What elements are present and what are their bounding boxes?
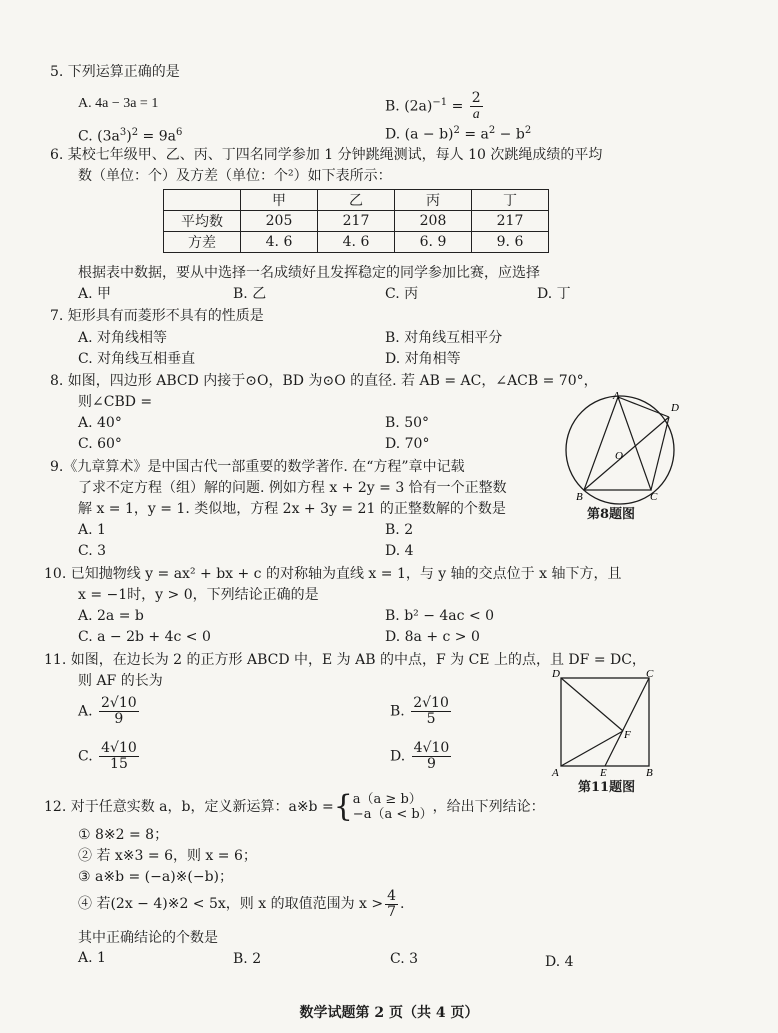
table-row-label: 方差	[164, 232, 241, 253]
q5-c-exp1: 3	[119, 127, 127, 138]
q8-label-o: O	[615, 450, 623, 462]
q11-stem-line2: 则 AF 的长为	[78, 673, 163, 689]
q12-option-b: B. 2	[233, 951, 262, 967]
q5-b-fraction	[470, 91, 483, 122]
q6-option-d: D. 丁	[537, 286, 571, 302]
q5-option-b	[385, 86, 485, 124]
table-header-jia: 甲	[241, 190, 318, 211]
q5-b-den: a	[472, 107, 480, 123]
q6-option-b: B. 乙	[233, 286, 267, 302]
q11-c-den: 15	[110, 756, 128, 772]
q9-option-c: C. 3	[78, 543, 107, 559]
table-cell: 4. 6	[241, 232, 318, 253]
q8-label-a: A	[613, 390, 620, 402]
table-cell: 6. 9	[395, 232, 472, 253]
q12-case2: −a（a < b）	[352, 807, 433, 822]
q11-label-b: B	[646, 767, 653, 779]
q9-stem-line1: 9.《九章算术》是中国古代一部重要的数学著作. 在“方程”章中记载	[50, 459, 465, 475]
q5-stem: 5. 下列运算正确的是	[50, 64, 180, 80]
q5-c-exp3: 6	[175, 127, 183, 138]
q10-stem-line2: x = −1时，y > 0，下列结论正确的是	[78, 587, 319, 603]
q12-option-c: C. 3	[390, 951, 419, 967]
table-cell: 205	[241, 211, 318, 232]
q11-label-f: F	[624, 729, 631, 741]
q6-data-table	[163, 189, 549, 253]
q12-statement-4	[78, 887, 404, 921]
q5-option-c	[78, 124, 182, 146]
q5-b-exp: −1	[432, 97, 448, 108]
q5-c-eq: = 9a	[138, 128, 176, 145]
q12-s4-den: 7	[387, 903, 397, 920]
q6-stem-line2: 数（单位：个）及方差（单位：个²）如下表所示：	[78, 168, 392, 184]
q11-option-d	[390, 741, 453, 772]
q5-d-pre: D. (a − b)	[385, 126, 454, 143]
q12-s4-fraction	[385, 889, 398, 920]
q7-option-c: C. 对角线互相垂直	[78, 351, 196, 367]
q11-b-label: B.	[390, 703, 405, 720]
table-row	[164, 232, 549, 253]
q11-c-fraction	[99, 741, 139, 772]
table-header-yi: 乙	[318, 190, 395, 211]
q11-label-e: E	[600, 767, 607, 779]
q5-c-pre: C. (3a	[78, 128, 120, 145]
q11-c-num: 4√10	[101, 740, 137, 756]
q5-c-mid: )	[126, 128, 132, 145]
table-cell	[164, 190, 241, 211]
q12-option-a: A. 1	[78, 950, 106, 966]
q12-stem-end: 其中正确结论的个数是	[78, 930, 218, 946]
q12-statement-1: ① 8※2 = 8；	[78, 827, 169, 843]
q8-stem-line1: 8. 如图，四边形 ABCD 内接于⊙O，BD 为⊙O 的直径. 若 AB = AC，∠ACB = 70°，	[50, 373, 598, 389]
q11-d-den: 9	[427, 756, 436, 772]
table-row	[164, 190, 549, 211]
q12-brace: {	[333, 789, 353, 824]
q5-d-exp: 2	[453, 125, 460, 136]
table-cell: 217	[472, 211, 549, 232]
q5-option-d	[385, 122, 531, 144]
q11-b-fraction	[411, 696, 451, 727]
q5-b-num: 2	[471, 90, 481, 107]
q6-option-a: A. 甲	[78, 286, 112, 302]
table-header-ding: 丁	[472, 190, 549, 211]
q12-s4-pre: ④ 若(2x − 4)※2 < 5x，则 x 的取值范围为 x >	[78, 896, 384, 912]
q11-a-fraction	[99, 696, 139, 727]
q5-d-exp2: 2	[488, 125, 496, 136]
q10-stem-line1: 10. 已知抛物线 y = ax² + bx + c 的对称轴为直线 x = 1，与 y 轴的交点位于 x 轴下方，且	[44, 566, 622, 582]
q8-option-b: B. 50°	[385, 415, 430, 431]
q6-option-c: C. 丙	[385, 286, 419, 302]
q11-a-den: 9	[114, 711, 124, 727]
table-cell: 217	[318, 211, 395, 232]
q11-label-c: C	[646, 668, 654, 680]
q7-option-b: B. 对角线互相平分	[385, 330, 503, 346]
q11-square-figure	[548, 668, 660, 780]
q5-d-mid: = a	[459, 126, 489, 143]
q9-stem-line2: 了求不定方程（组）解的问题. 例如方程 x + 2y = 3 恰有一个正整数	[78, 480, 507, 496]
q11-b-num: 2√10	[413, 695, 449, 711]
q9-option-b: B. 2	[385, 522, 414, 538]
q8-option-c: C. 60°	[78, 436, 122, 452]
q8-stem-line2: 则∠CBD =	[78, 394, 153, 410]
q8-circle-figure	[558, 390, 688, 520]
q7-option-d: D. 对角相等	[385, 351, 461, 367]
q9-stem-line3: 解 x = 1，y = 1. 类似地，方程 2x + 3y = 21 的正整数解的个数是	[78, 501, 506, 517]
q12-case1: a（a ≥ b）	[352, 792, 422, 807]
q11-figure-caption: 第11题图	[578, 780, 636, 795]
q5-c-exp2: 2	[131, 127, 139, 138]
q11-b-den: 5	[426, 711, 436, 727]
q12-s4-post: .	[400, 896, 405, 912]
q6-stem-line1: 6. 某校七年级甲、乙、丙、丁四名同学参加 1 分钟跳绳测试，每人 10 次跳绳成绩的平均	[50, 147, 603, 163]
q10-option-b: B. b² − 4ac < 0	[385, 608, 495, 624]
q7-stem: 7. 矩形具有而菱形不具有的性质是	[50, 308, 264, 324]
q11-stem-line1: 11. 如图，在边长为 2 的正方形 ABCD 中，E 为 AB 的中点，F 为 CE 上的点，且 DF = DC，	[44, 652, 646, 668]
q10-option-c: C. a − 2b + 4c < 0	[78, 629, 211, 645]
q8-figure-caption: 第8题图	[587, 507, 636, 522]
q12-stem-pre: 12. 对于任意实数 a，b，定义新运算：a※b =	[44, 799, 334, 815]
q11-d-num: 4√10	[413, 740, 450, 756]
q12-option-d: D. 4	[545, 954, 574, 970]
q5-d-exp3: 2	[524, 125, 532, 136]
table-cell: 4. 6	[318, 232, 395, 253]
q8-label-c: C	[650, 491, 658, 503]
q12-s4-num: 4	[387, 887, 397, 904]
q11-option-c	[78, 741, 141, 772]
table-cell: 208	[395, 211, 472, 232]
q12-cases	[353, 792, 433, 822]
q9-option-a: A. 1	[78, 522, 106, 538]
q11-option-b	[390, 696, 453, 727]
page-footer: 数学试题第 2 页（共 4 页）	[299, 1005, 479, 1021]
q8-option-d: D. 70°	[385, 436, 430, 452]
q6-stem-line3: 根据表中数据，要从中选择一名成绩好且发挥稳定的同学参加比赛，应选择	[78, 265, 540, 281]
q5-b-eq: =	[447, 98, 468, 115]
q11-label-d: D	[552, 668, 560, 680]
q10-option-a: A. 2a = b	[78, 608, 144, 624]
q11-d-label: D.	[390, 748, 406, 765]
q10-option-d: D. 8a + c > 0	[385, 629, 480, 645]
q11-a-num: 2√10	[101, 695, 137, 711]
table-cell: 9. 6	[472, 232, 549, 253]
q7-option-a: A. 对角线相等	[78, 330, 168, 346]
q12-stem	[44, 790, 545, 824]
q11-c-label: C.	[78, 748, 93, 765]
q12-statement-3: ③ a※b = (−a)※(−b)；	[78, 869, 234, 885]
q5-b-base: B. (2a)	[385, 98, 433, 115]
table-row	[164, 211, 549, 232]
q8-label-b: B	[576, 491, 583, 503]
q5-d-end: − b	[495, 126, 525, 143]
q11-d-fraction	[412, 741, 452, 772]
q11-label-a: A	[552, 767, 559, 779]
q11-a-label: A.	[78, 703, 93, 720]
q5-option-a: A. 4a − 3a = 1	[78, 96, 159, 111]
q11-option-a	[78, 696, 141, 727]
table-header-bing: 丙	[395, 190, 472, 211]
q9-option-d: D. 4	[385, 543, 414, 559]
q12-statement-2: ② 若 x※3 = 6，则 x = 6；	[78, 848, 257, 864]
table-row-label: 平均数	[164, 211, 241, 232]
q8-label-d: D	[671, 402, 679, 414]
q12-stem-post: ，给出下列结论：	[432, 799, 545, 815]
q8-option-a: A. 40°	[78, 415, 122, 431]
